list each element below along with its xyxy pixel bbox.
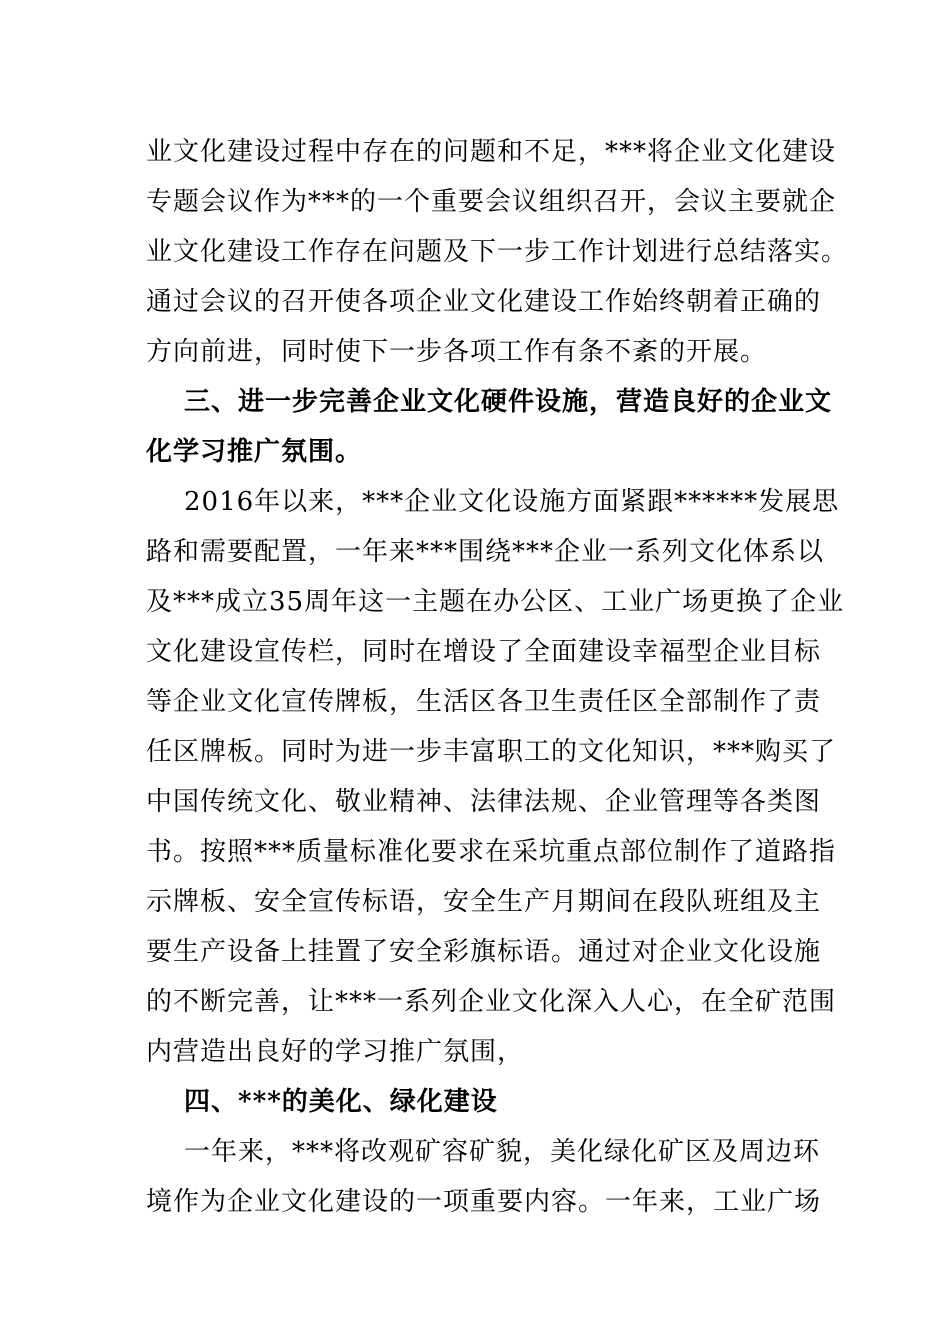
section-heading-three: 三、进一步完善企业文化硬件设施，营造良好的企业文 bbox=[184, 387, 833, 417]
text-line: 中国传统文化、敬业精神、法律法规、企业管理等各类图 bbox=[146, 787, 822, 817]
text-line: 任区牌板。同时为进一步丰富职工的文化知识，***购买了 bbox=[146, 737, 837, 767]
text-line: 示牌板、安全宣传标语，安全生产月期间在段队班组及主 bbox=[146, 887, 822, 917]
text-line: 方向前进，同时使下一步各项工作有条不紊的开展。 bbox=[146, 337, 768, 367]
section-heading-three-cont: 化学习推广氛围。 bbox=[146, 437, 363, 467]
text-line: 及***成立35周年这一主题在办公区、工业广场更换了企业 bbox=[146, 587, 845, 617]
text-line: 文化建设宣传栏，同时在增设了全面建设幸福型企业目标 bbox=[146, 637, 822, 667]
text-line: 境作为企业文化建设的一项重要内容。一年来，工业广场 bbox=[146, 1187, 822, 1217]
text-line: 一年来，***将改观矿容矿貌，美化绿化矿区及周边环 bbox=[184, 1137, 821, 1167]
text-line: 等企业文化宣传牌板，生活区各卫生责任区全部制作了责 bbox=[146, 687, 822, 717]
text-line: 要生产设备上挂置了安全彩旗标语。通过对企业文化设施 bbox=[146, 937, 822, 967]
text-line: 专题会议作为***的一个重要会议组织召开，会议主要就企 bbox=[146, 187, 837, 217]
section-heading-four: 四、***的美化、绿化建设 bbox=[184, 1087, 498, 1117]
text-line: 的不断完善，让***一系列企业文化深入人心，在全矿范围 bbox=[146, 987, 837, 1017]
text-line: 业文化建设过程中存在的问题和不足，***将企业文化建设 bbox=[146, 137, 837, 167]
text-line: 2016年以来，***企业文化设施方面紧跟******发展思 bbox=[184, 487, 840, 517]
text-line: 内营造出良好的学习推广氛围， bbox=[146, 1037, 525, 1067]
text-line: 书。按照***质量标准化要求在采坑重点部位制作了道路指 bbox=[146, 837, 837, 867]
text-line: 路和需要配置，一年来***围绕***企业一系列文化体系以 bbox=[146, 537, 825, 567]
text-line: 通过会议的召开使各项企业文化建设工作始终朝着正确的 bbox=[146, 287, 822, 317]
text-line: 业文化建设工作存在问题及下一步工作计划进行总结落实。 bbox=[146, 237, 849, 267]
